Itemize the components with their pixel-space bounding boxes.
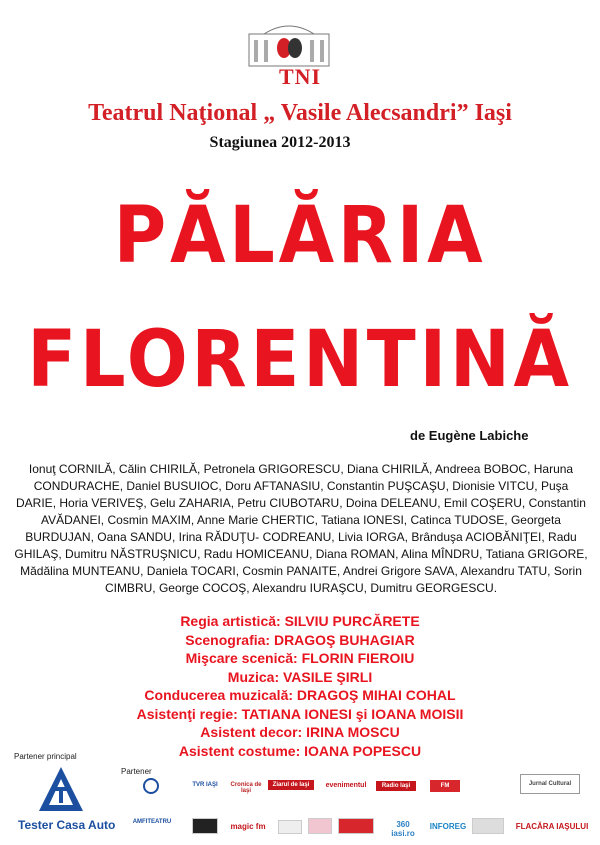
credit-movement: Mişcare scenică: FLORIN FIEROIU [185, 650, 415, 666]
credit-direction: Regia artistică: SILVIU PURCĂRETE [180, 613, 420, 629]
sponsor-logo-gray-icon [472, 818, 504, 834]
author: de Eugène Labiche [410, 428, 529, 443]
theatre-building-logo [244, 20, 334, 68]
sponsor-magic-fm: magic fm [230, 822, 266, 831]
sponsor-ziarul-de-iasi: Ziarul de Iaşi [268, 780, 314, 790]
credit-assistant-decor: Asistent decor: IRINA MOSCU [200, 724, 400, 740]
sponsor-tvr-iasi: TVR IAŞI [192, 782, 218, 788]
credits-list [0, 612, 600, 760]
sponsor-jurnal-cultural: Jurnal Cultural [520, 774, 580, 794]
sponsor-fm: FM [430, 780, 460, 792]
sponsor-logo-red-icon [338, 818, 374, 834]
sponsor-logo-small-icon [278, 820, 302, 834]
sponsor-flacara-iasului: FLACĂRA IAŞULUI [515, 822, 589, 831]
credit-assistant-costume: Asistent costume: IOANA POPESCU [178, 742, 422, 759]
season: Stagiunea 2012-2013 [209, 134, 351, 151]
credit-scenography: Scenografia: DRAGOŞ BUHAGIAR [185, 631, 415, 648]
sponsor-logo-pink-icon [308, 818, 332, 834]
cast-list: Ionuţ CORNILĂ, Călin CHIRILĂ, Petronela GRIGORESCU, Diana CHIRILĂ, Andreea BOBOC, Haruna CONDURACHE, Daniel BUSUIOC, Doru AFTANASIU, Constantin PUŞCAŞU, Dionisie VITCU, Puşa DARIE, Horia VERIVEŞ, Gelu ZAHARIA, Petru CIUBOTARU, Doina DELEANU, Emil COŞERU, Constantin AVĂDANEI, Cosmin MAXIM, Anne Marie CHERTIC, Tatiana IONESI, Catinca TUDOSE, Georgeta BURDUJAN, Oana SANDU, Irina RĂDUŢU- CODREANU, Livia IORGA, Brânduşa ACIOBĂNIŢEI, Radu GHILAŞ, Dumitru NĂSTRUŞNICU, Radu HOMICEANU, Diana ROMAN, Alina MÎNDRU, Tatiana GRIGORE, Mădălina MUNTEANU, Daniela TOCARI, Cosmin PANAITE, Andrei Grigore SAVA, Alexandru TATU, Sorin CIMBRU, George COCOŞ, Alexandru IURAŞCU, Dumitru GEORGESCU. [14, 462, 588, 595]
sponsor-radio-iasi: Radio Iaşi [376, 781, 416, 791]
sponsor-360-iasi: 360 iasi.ro [391, 820, 415, 838]
sponsor-cronica: Cronica de Iaşi [230, 782, 262, 794]
credit-assistant-directors: Asistenţi regie: TATIANA IONESI şi IOANA MOISII [136, 705, 464, 722]
credit-music: Muzica: VASILE ŞIRLI [227, 668, 373, 685]
play-title-line2: FLORENTINĂ [27, 315, 573, 405]
theatre-name: Teatrul Naţional „ Vasile Alecsandri” Iaşi [88, 100, 512, 126]
partners-label: Partener [121, 767, 152, 776]
amfiteatru-logo-icon [140, 778, 162, 794]
principal-partner-name: Tester Casa Auto [18, 818, 116, 832]
play-title-line1: PĂLĂRIA [113, 191, 487, 281]
sponsor-evenimentul: evenimentul [325, 782, 367, 789]
credit-musical-direction: Conducerea muzicală: DRAGOŞ MIHAI COHAL [144, 687, 456, 703]
principal-partner-label: Partener principal [14, 752, 77, 761]
tester-logo-icon [37, 765, 85, 815]
sponsor-logo-dark-icon [192, 818, 218, 834]
sponsor-amfiteatru: AMFITEATRU [132, 819, 172, 825]
sponsor-inforeg: INFOREG [429, 822, 467, 831]
logo-text: TNI [278, 64, 322, 89]
